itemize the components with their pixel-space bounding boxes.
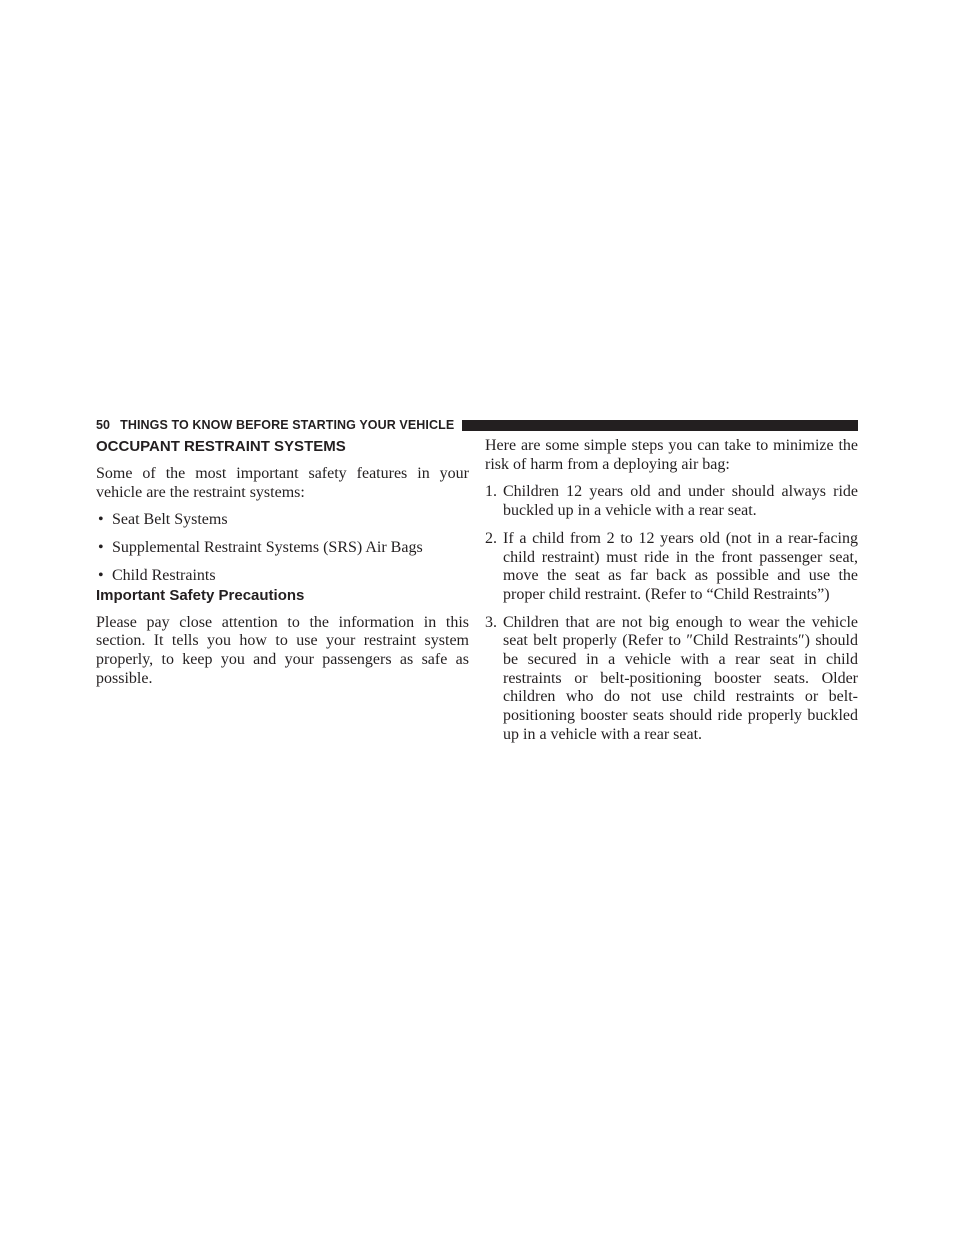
right-column [485, 437, 858, 745]
bullet-icon: • [98, 539, 104, 557]
page-number: 50 [96, 418, 111, 432]
list-item: • Supplemental Restraint Systems (SRS) Air Bags [98, 539, 423, 557]
subheading: Important Safety Precautions [96, 586, 305, 604]
steps-intro: Here are some simple steps you can take to minimize the risk of harm from a deploying air bag: [485, 437, 858, 473]
step-number: 1. [485, 483, 497, 501]
bullet-icon: • [98, 511, 104, 529]
list-item: • Child Restraints [98, 566, 216, 584]
step-number: 2. [485, 529, 497, 547]
list-item [485, 530, 858, 605]
list-item: • Seat Belt Systems [98, 511, 228, 529]
step-text: Children 12 years old and under should always ride buckled up in a vehicle with a rear seat. [503, 483, 858, 520]
section-heading: OCCUPANT RESTRAINT SYSTEMS [96, 438, 346, 455]
step-text: If a child from 2 to 12 years old (not in a rear-facing child restraint) must ride in the front passenger seat, move the seat as far back as possible and use the proper child restraint. (Refer to “Child Restraints”) [503, 529, 858, 603]
list-item [485, 614, 858, 745]
step-number: 3. [485, 613, 497, 631]
page-header [96, 417, 858, 433]
list-item [485, 483, 858, 520]
left-column [96, 437, 469, 688]
steps-list [485, 483, 858, 744]
bullet-icon: • [98, 566, 104, 584]
body-paragraph: Please pay close attention to the information in this section. It tells you how to use your restraint system properly, to keep you and your passengers as safe as possible. [96, 613, 469, 687]
step-text: Children that are not big enough to wear the vehicle seat belt properly (Refer to ″Child Restraints″) should be secured in a vehicle with a rear seat in child restraints or belt-positioning booster seats. Older children who do not use child restraints or belt-positioning booster seats should ride properly buckled up in a vehicle with a rear seat. [503, 613, 858, 743]
intro-paragraph: Some of the most important safety features in your vehicle are the restraint systems: [96, 465, 469, 501]
section-title: THINGS TO KNOW BEFORE STARTING YOUR VEHICLE [120, 418, 455, 432]
restraint-list [96, 511, 469, 585]
header-rule [462, 420, 858, 431]
